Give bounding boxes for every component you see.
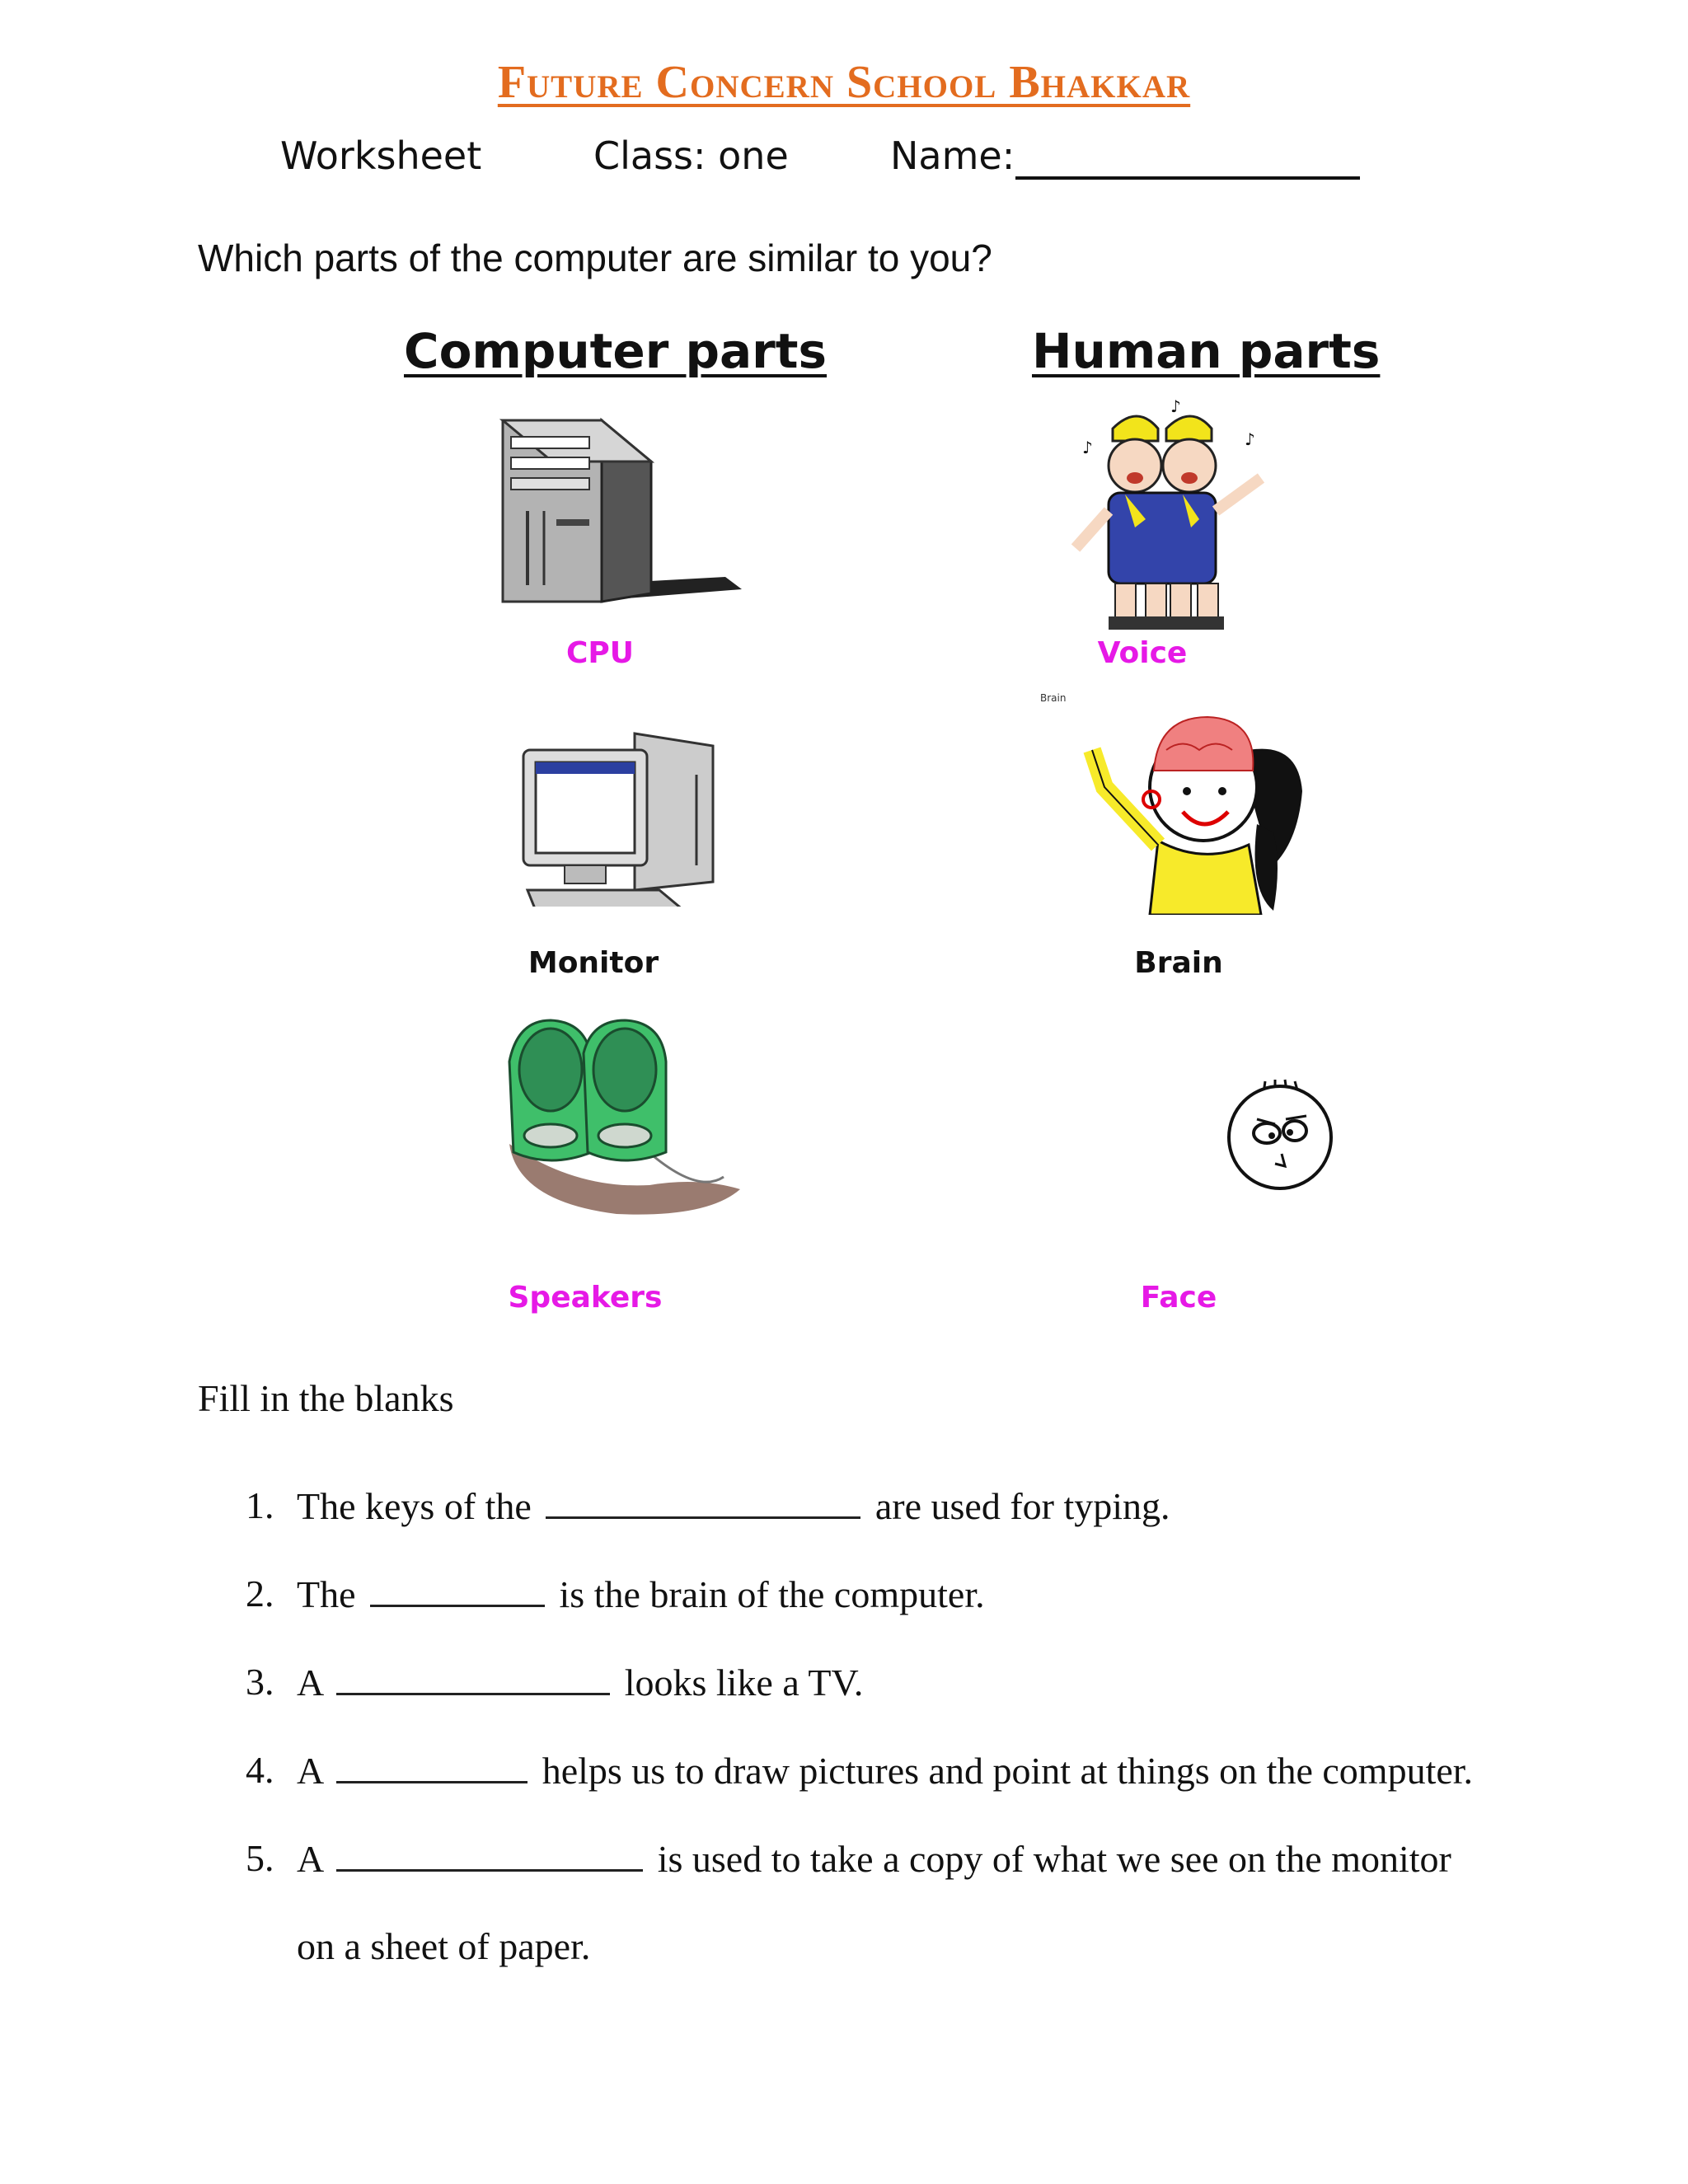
blank-answer-line[interactable] — [370, 1572, 545, 1607]
name-label: Name: — [890, 134, 1015, 178]
blank-answer-line[interactable] — [546, 1483, 860, 1519]
blank-text-after: is used to take a copy of what we see on the monitor — [657, 1838, 1451, 1880]
blank-number: 2. — [246, 1572, 274, 1615]
fill-blanks-title: Fill in the blanks — [198, 1377, 454, 1419]
voice-scouts-icon — [1030, 396, 1327, 635]
blank-text-after: looks like a TV. — [624, 1661, 864, 1704]
blank-item-1 — [0, 1483, 1688, 1527]
cpu-tower-icon — [462, 412, 758, 610]
blank-text-before: The keys of the — [297, 1485, 532, 1527]
blank-item-3 — [0, 1660, 1688, 1704]
blank-item-2 — [0, 1572, 1688, 1615]
blank-number: 5. — [246, 1837, 274, 1879]
name-blank-line[interactable] — [1015, 176, 1360, 180]
blank-item-5-continuation: on a sheet of paper. — [297, 1925, 591, 1967]
blank-answer-line[interactable] — [336, 1748, 528, 1783]
speakers-label: Speakers — [508, 1281, 663, 1315]
face-label: Face — [1140, 1281, 1217, 1315]
class-label: Class: one — [593, 134, 789, 178]
blank-number: 4. — [246, 1749, 274, 1791]
blank-text-after: helps us to draw pictures and point at things on the computer. — [542, 1750, 1474, 1792]
brain-girl-icon — [1047, 701, 1343, 915]
monitor-icon — [470, 725, 767, 907]
brain-tiny-label: Brain — [1040, 692, 1067, 704]
blank-answer-line[interactable] — [336, 1836, 643, 1872]
svg-text:♪: ♪ — [1170, 396, 1181, 416]
face-icon — [1137, 1071, 1434, 1195]
svg-text:♪: ♪ — [1245, 429, 1255, 449]
blank-text-before: A — [297, 1838, 322, 1880]
blank-text-after: are used for typing. — [874, 1485, 1170, 1527]
school-title: Future Concern School Bhakkar — [497, 57, 1191, 108]
blank-answer-line[interactable] — [336, 1660, 610, 1695]
blank-number: 1. — [246, 1484, 274, 1526]
question-text: Which parts of the computer are similar to you? — [198, 237, 992, 279]
blank-text-before: A — [297, 1661, 322, 1704]
blank-item-5 — [0, 1836, 1688, 1880]
worksheet-label: Worksheet — [280, 134, 482, 178]
blank-text-before: A — [297, 1750, 322, 1792]
brain-label: Brain — [1134, 946, 1223, 980]
cpu-label: CPU — [565, 636, 635, 670]
computer-parts-heading: Computer parts — [404, 323, 828, 379]
blank-item-4 — [0, 1748, 1688, 1792]
monitor-label: Monitor — [528, 946, 659, 980]
human-parts-heading: Human parts — [1032, 323, 1381, 379]
voice-label: Voice — [1097, 636, 1188, 670]
blank-text-after: is the brain of the computer. — [559, 1573, 985, 1615]
svg-text:♪: ♪ — [1082, 438, 1093, 457]
blank-number: 3. — [246, 1661, 274, 1703]
speakers-icon — [476, 1012, 773, 1226]
blank-text-before: The — [297, 1573, 356, 1615]
